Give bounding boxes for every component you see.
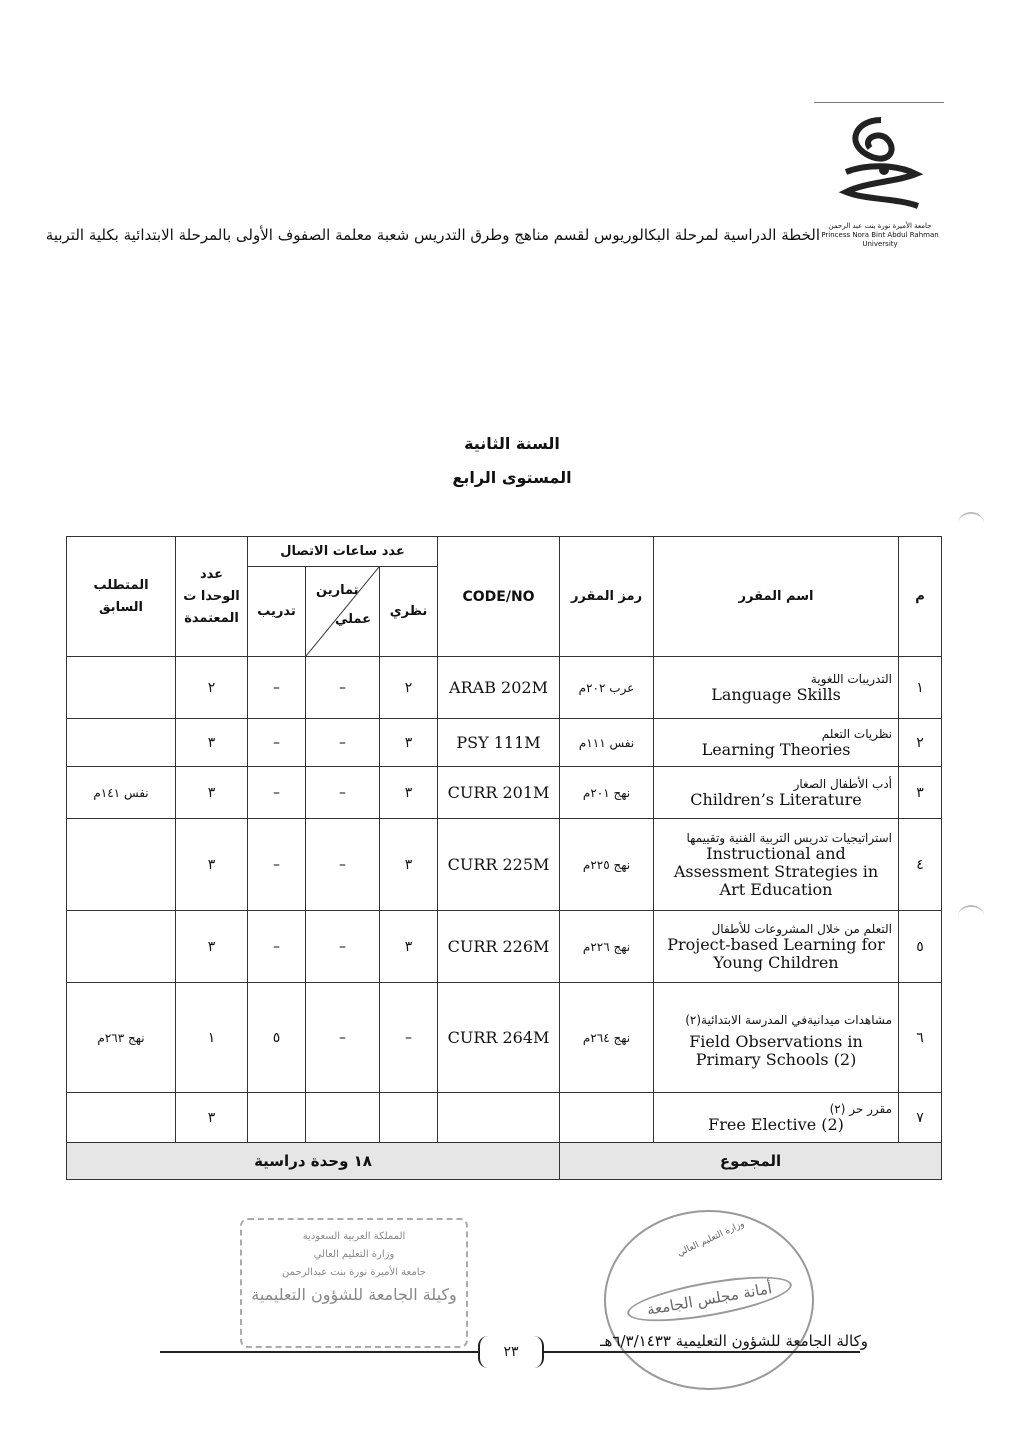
row-symbol: نهج ٢٦٤م [560, 983, 654, 1093]
row-symbol [560, 1093, 654, 1143]
university-name [820, 222, 940, 249]
row-course [654, 657, 899, 719]
header-credit-units: عدد الوحدا ت المعتمدة [176, 537, 248, 657]
stamp-line: وكيلة الجامعة للشؤون التعليمية [251, 1285, 457, 1304]
row-training: ٥ [248, 983, 306, 1093]
row-training: – [248, 911, 306, 983]
header-exercises: تمارين [316, 582, 359, 598]
table-row [67, 819, 942, 911]
row-code: CURR 201M [438, 767, 560, 819]
row-units: ٣ [176, 911, 248, 983]
header-theory: نظري [380, 567, 438, 657]
row-practical: – [306, 657, 380, 719]
header-course-symbol: رمز المقرر [560, 537, 654, 657]
course-name-en: Language Skills [711, 684, 841, 704]
header-contact-hours: عدد ساعات الاتصال [248, 537, 438, 567]
row-units: ٣ [176, 1093, 248, 1143]
row-training: – [248, 819, 306, 911]
official-stamp-left [240, 1218, 468, 1348]
row-symbol: نفس ١١١م [560, 719, 654, 767]
course-name-ar: التدريبات اللغوية [810, 671, 893, 686]
university-name-en: Princess Nora Bint Abdul Rahman University [821, 231, 939, 248]
row-prereq: نهج ٢٦٣م [67, 983, 176, 1093]
level-heading: المستوى الرابع [452, 468, 572, 487]
total-row [67, 1143, 942, 1180]
stamp-rim-text: وزارة التعليم العالي [676, 1219, 746, 1259]
row-num: ٣ [899, 767, 942, 819]
row-prereq [67, 911, 176, 983]
row-num: ١ [899, 657, 942, 719]
table-header-row [67, 537, 942, 567]
row-num: ٢ [899, 719, 942, 767]
row-code: ARAB 202M [438, 657, 560, 719]
total-label: المجموع [560, 1143, 942, 1180]
row-units: ٣ [176, 819, 248, 911]
row-course [654, 819, 899, 911]
header-training: تدريب [248, 567, 306, 657]
row-training: – [248, 657, 306, 719]
course-name-en: Field Observations in Primary Schools (2) [689, 1031, 863, 1069]
header-prerequisite: المتطلب السابق [67, 537, 176, 657]
row-training [248, 1093, 306, 1143]
row-practical: – [306, 719, 380, 767]
page-number: ٢٣ [478, 1336, 544, 1368]
row-units: ٢ [176, 657, 248, 719]
row-prereq: نفس ١٤١م [67, 767, 176, 819]
row-symbol: نهج ٢٢٥م [560, 819, 654, 911]
table-row [67, 983, 942, 1093]
course-name-ar: استراتيجيات تدريس التربية الفنية وتقييمها [686, 830, 893, 845]
row-units: ٣ [176, 719, 248, 767]
course-table [66, 536, 942, 1180]
row-training: – [248, 767, 306, 819]
course-name-en: Children’s Literature [690, 789, 862, 809]
row-symbol: نهج ٢٢٦م [560, 911, 654, 983]
row-theory: ٣ [380, 719, 438, 767]
university-name-ar: جامعة الأميرة نورة بنت عبد الرحمن [828, 222, 932, 230]
official-stamp-right [604, 1210, 814, 1390]
row-theory: ٣ [380, 767, 438, 819]
row-practical [306, 1093, 380, 1143]
scan-mark [958, 512, 984, 534]
stamp-inner-text: أمانة مجلس الجامعة [624, 1268, 794, 1330]
stamp-line: المملكة العربية السعودية [302, 1231, 406, 1242]
course-name-ar: التعلم من خلال المشروعات للأطفال [711, 921, 893, 936]
course-name-en: Instructional and Assessment Strategies in Art Education [673, 843, 879, 899]
row-code: PSY 111M [438, 719, 560, 767]
table-row [67, 911, 942, 983]
header-exercises-practical [306, 567, 380, 657]
row-num: ٥ [899, 911, 942, 983]
row-practical: – [306, 767, 380, 819]
row-course [654, 719, 899, 767]
row-theory: ٣ [380, 819, 438, 911]
course-name-ar: مشاهدات ميدانيةفي المدرسة الابتدائية(٢) [685, 1012, 893, 1027]
university-logo [826, 112, 936, 232]
table-row [67, 719, 942, 767]
course-name-en: Project-based Learning for Young Children [667, 934, 885, 972]
row-code: CURR 226M [438, 911, 560, 983]
row-prereq [67, 657, 176, 719]
row-theory: – [380, 983, 438, 1093]
course-name-en: Learning Theories [701, 739, 851, 759]
header-num: م [899, 537, 942, 657]
course-name-ar: أدب الأطفال الصغار [793, 776, 893, 791]
row-symbol: عرب ٢٠٢م [560, 657, 654, 719]
row-num: ٦ [899, 983, 942, 1093]
total-value: ١٨ وحدة دراسية [67, 1143, 560, 1180]
footer-agency: وكالة الجامعة للشؤون التعليمية ٦/٣/١٤٣٣هـ [600, 1332, 868, 1350]
year-heading: السنة الثانية [464, 434, 560, 453]
row-training: – [248, 719, 306, 767]
row-practical: – [306, 911, 380, 983]
row-practical: – [306, 983, 380, 1093]
row-course [654, 1093, 899, 1143]
row-course [654, 767, 899, 819]
row-num: ٤ [899, 819, 942, 911]
scan-mark [958, 905, 984, 927]
row-symbol: نهج ٢٠١م [560, 767, 654, 819]
header-course-name: اسم المقرر [654, 537, 899, 657]
row-units: ١ [176, 983, 248, 1093]
row-prereq [67, 819, 176, 911]
stamp-line: وزارة التعليم العالي [313, 1249, 395, 1260]
header-rule [814, 102, 944, 103]
table-row [67, 657, 942, 719]
course-name-en: Free Elective (2) [708, 1114, 844, 1134]
row-num: ٧ [899, 1093, 942, 1143]
row-code: CURR 225M [438, 819, 560, 911]
table-row [67, 1093, 942, 1143]
row-theory [380, 1093, 438, 1143]
row-code: CURR 264M [438, 983, 560, 1093]
row-prereq [67, 1093, 176, 1143]
table-row [67, 767, 942, 819]
row-practical: – [306, 819, 380, 911]
row-course [654, 911, 899, 983]
course-name-ar: نظريات التعلم [821, 726, 893, 741]
header-code: CODE/NO [438, 537, 560, 657]
row-code [438, 1093, 560, 1143]
row-units: ٣ [176, 767, 248, 819]
row-course [654, 983, 899, 1093]
row-prereq [67, 719, 176, 767]
row-theory: ٢ [380, 657, 438, 719]
header-practical: عملي [334, 611, 372, 627]
plan-title: الخطة الدراسية لمرحلة البكالوريوس لقسم مناهج وطرق التدريس شعبة معلمة الصفوف الأولى بالمرحلة الابتدائية بكلية التربية [45, 226, 820, 244]
course-name-ar: مقرر حر (٢) [829, 1101, 893, 1116]
row-theory: ٣ [380, 911, 438, 983]
stamp-line: جامعة الأميرة نورة بنت عبدالرحمن [282, 1267, 426, 1278]
